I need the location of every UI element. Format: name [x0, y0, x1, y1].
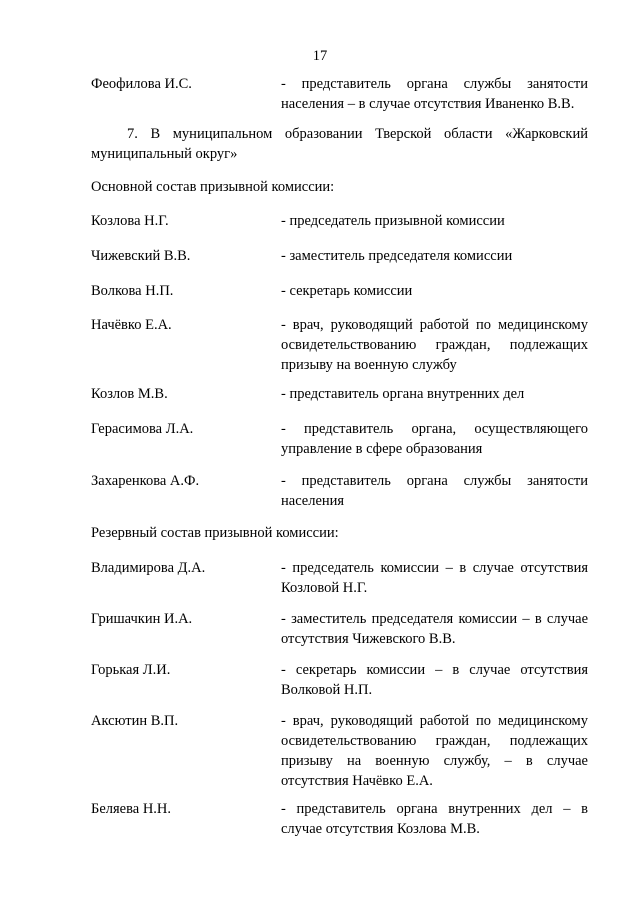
- main-composition-heading: Основной состав призывной комиссии:: [91, 179, 335, 195]
- member-role: - председатель комиссии – в случае отсутствия Козловой Н.Г.: [281, 560, 588, 596]
- section-line-2: муниципальный округ»: [91, 146, 238, 162]
- member-name: Феофилова И.С.: [91, 76, 192, 92]
- member-name: Горькая Л.И.: [91, 662, 171, 678]
- member-role: - представитель органа, осуществляющего управление в сфере образования: [281, 421, 588, 457]
- section-paragraph: [91, 124, 588, 164]
- page-number: 17: [312, 48, 328, 64]
- member-role: - представитель органа внутренних дел – в случае отсутствия Козлова М.В.: [281, 801, 588, 837]
- member-role: - представитель органа службы занятости населения: [281, 473, 588, 509]
- member-name: Волкова Н.П.: [91, 283, 174, 299]
- member-role: - врач, руководящий работой по медицинскому освидетельствованию граждан, подлежащих призыву на военную службу: [281, 317, 588, 373]
- section-line-1: 7. В муниципальном образовании Тверской области «Жарковский: [127, 126, 588, 142]
- member-name: Начёвко Е.А.: [91, 317, 172, 333]
- member-role: - заместитель председателя комиссии: [281, 248, 513, 264]
- member-name: Захаренкова А.Ф.: [91, 473, 200, 489]
- member-name: Беляева Н.Н.: [91, 801, 172, 817]
- member-name: Чижевский В.В.: [91, 248, 191, 264]
- member-role: - представитель органа службы занятости населения – в случае отсутствия Иваненко В.В.: [281, 76, 588, 112]
- member-name: Аксютин В.П.: [91, 713, 179, 729]
- member-name: Козлов М.В.: [91, 386, 168, 402]
- member-name: Герасимова Л.А.: [91, 421, 194, 437]
- member-name: Владимирова Д.А.: [91, 560, 206, 576]
- member-role: - секретарь комиссии – в случае отсутствия Волковой Н.П.: [281, 662, 588, 698]
- member-name: Гришачкин И.А.: [91, 611, 193, 627]
- member-role: - председатель призывной комиссии: [281, 213, 505, 229]
- member-role: - врач, руководящий работой по медицинскому освидетельствованию граждан, подлежащих призыву на военную службу, – в случае отсутствия Начёвко Е.А.: [281, 713, 588, 789]
- member-role: - заместитель председателя комиссии – в случае отсутствия Чижевского В.В.: [281, 611, 588, 647]
- member-role: - секретарь комиссии: [281, 283, 413, 299]
- member-role: - представитель органа внутренних дел: [281, 386, 525, 402]
- member-name: Козлова Н.Г.: [91, 213, 169, 229]
- reserve-composition-heading: Резервный состав призывной комиссии:: [91, 525, 339, 541]
